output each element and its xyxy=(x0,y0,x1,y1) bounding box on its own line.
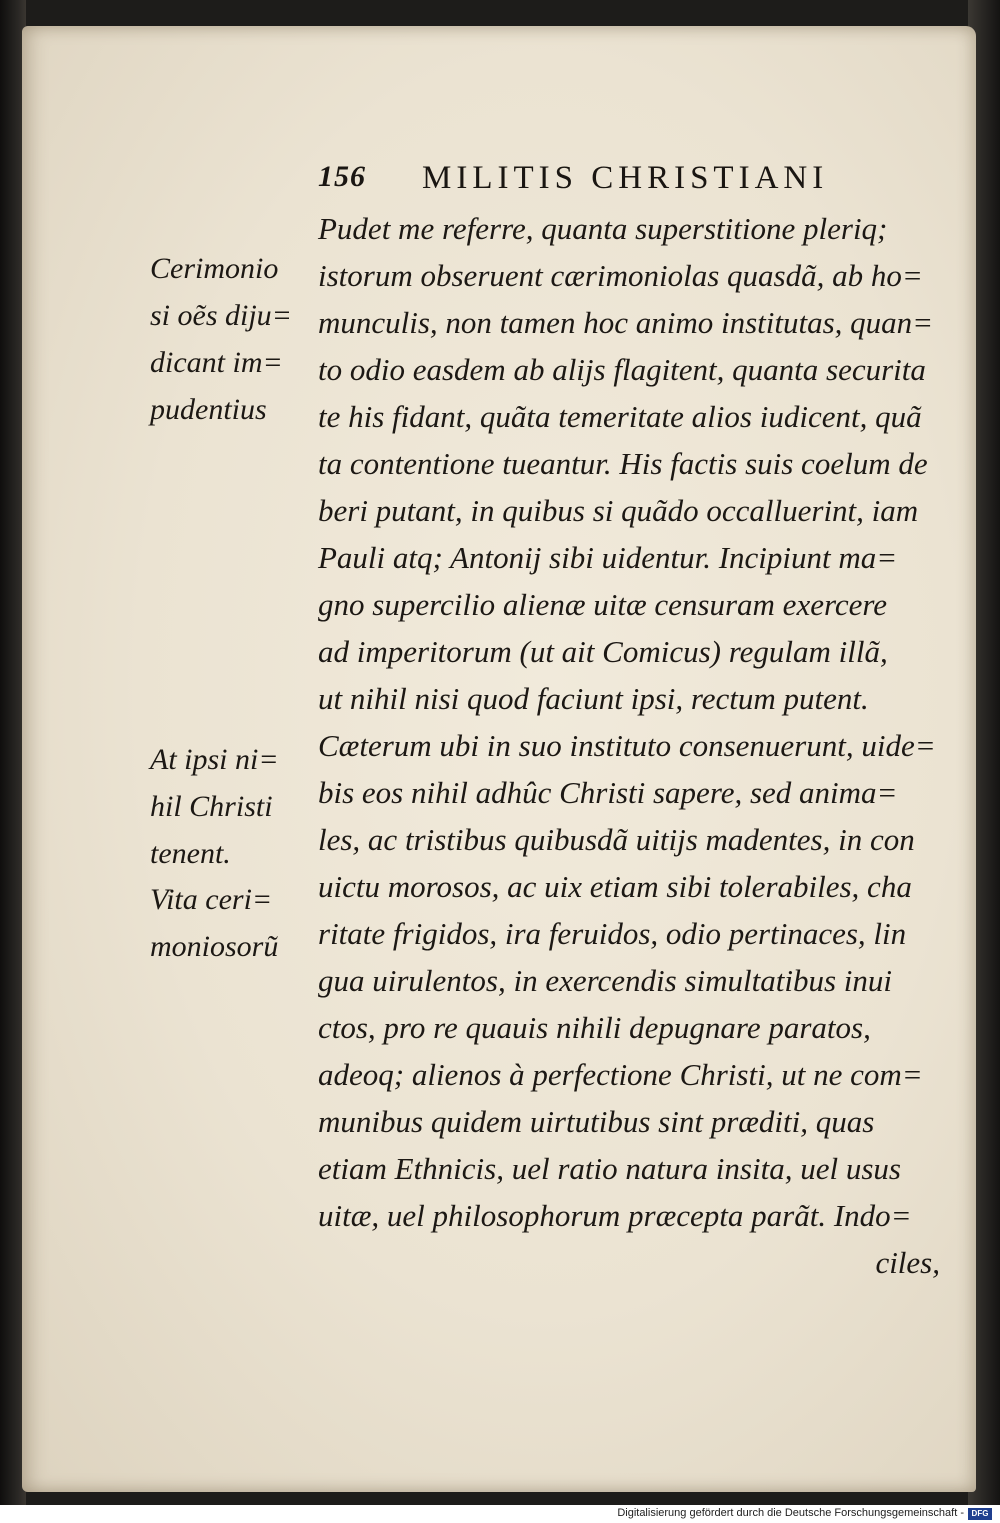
text-line: te his fidant, quãta temeritate alios iudicent, quã xyxy=(318,399,922,434)
text-line: Pudet me referre, quanta superstitione pleriq; xyxy=(318,211,888,246)
text-line: gua uirulentos, in exercendis simultatibus inui xyxy=(318,963,893,998)
margin-note-line: pudentius xyxy=(150,393,267,426)
text-line: Cæterum ubi in suo instituto consenuerunt, uide= xyxy=(318,728,936,763)
margin-note-line: tenent. xyxy=(150,837,231,870)
text-line: ut nihil nisi quod faciunt ipsi, rectum putent. xyxy=(318,681,869,716)
body-text xyxy=(318,205,940,1286)
text-line: munibus quidem uirtutibus sint præditi, quas xyxy=(318,1104,875,1139)
margin-note xyxy=(150,736,279,877)
text-line: ad imperitorum (ut ait Comicus) regulam illã, xyxy=(318,634,888,669)
footer-bar xyxy=(0,1505,1000,1523)
text-line: adeoq; alienos à perfectione Christi, ut ne com= xyxy=(318,1057,923,1092)
text-line: to odio easdem ab alijs flagitent, quanta securita xyxy=(318,352,926,387)
dfg-logo: DFG xyxy=(968,1508,992,1520)
margin-note-line: Vita ceri= xyxy=(150,883,273,916)
margin-note-line: Cerimonio xyxy=(150,252,279,285)
text-line: uictu morosos, ac uix etiam sibi tolerabiles, cha xyxy=(318,869,912,904)
margin-note-line: dicant im= xyxy=(150,346,283,379)
text-line: ritate frigidos, ira feruidos, odio pertinaces, lin xyxy=(318,916,907,951)
text-line: etiam Ethnicis, uel ratio natura insita, uel usus xyxy=(318,1151,901,1186)
margin-note-line: moniosorũ xyxy=(150,930,279,963)
text-line: ctos, pro re quauis nihili depugnare paratos, xyxy=(318,1010,871,1045)
margin-note-line: hil Christi xyxy=(150,790,273,823)
margin-note-line: At ipsi ni= xyxy=(150,743,279,776)
text-line: ta contentione tueantur. His factis suis coelum de xyxy=(318,446,928,481)
text-line: istorum obseruent cærimoniolas quasdã, ab ho= xyxy=(318,258,923,293)
page-number: 156 xyxy=(318,160,366,193)
text-line: les, ac tristibus quibusdã uitijs madentes, in con xyxy=(318,822,915,857)
text-line: Pauli atq; Antonij sibi uidentur. Incipiunt ma= xyxy=(318,540,898,575)
text-line: munculis, non tamen hoc animo institutas, quan= xyxy=(318,305,934,340)
text-line: beri putant, in quibus si quãdo occalluerint, iam xyxy=(318,493,919,528)
running-head: MILITIS CHRISTIANI xyxy=(422,160,829,196)
page-header xyxy=(318,160,903,200)
funding-credit: Digitalisierung gefördert durch die Deutsche Forschungsgemeinschaft - xyxy=(617,1507,964,1519)
margin-note xyxy=(150,245,292,433)
text-line: uitæ, uel philosophorum præcepta parãt. Indo= xyxy=(318,1198,912,1233)
text-line: gno supercilio alienæ uitæ censuram exercere xyxy=(318,587,888,622)
margin-note xyxy=(150,876,278,970)
margin-note-line: si oẽs diju= xyxy=(150,299,292,332)
text-line: bis eos nihil adhûc Christi sapere, sed anima= xyxy=(318,775,898,810)
catchword: ciles, xyxy=(875,1245,940,1280)
